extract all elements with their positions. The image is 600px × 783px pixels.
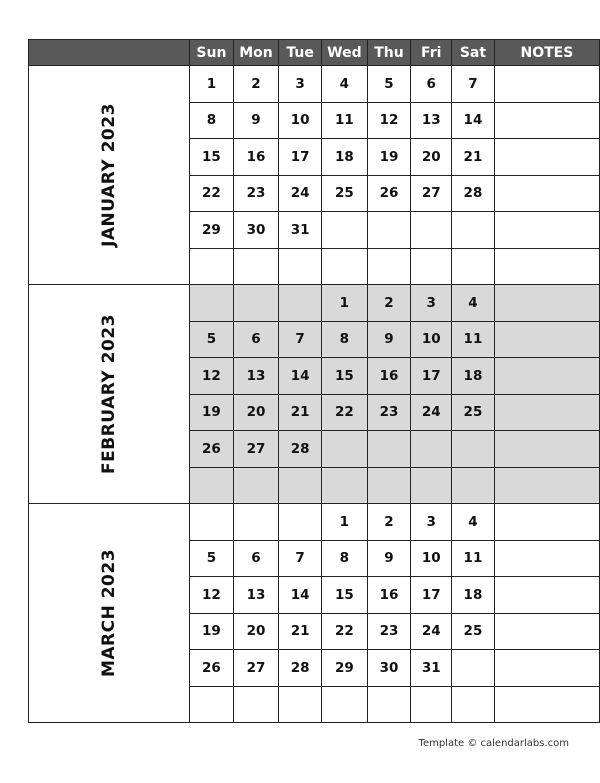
day-cell: 14 [279, 577, 322, 614]
day-cell: 3 [411, 285, 452, 322]
day-cell: 5 [367, 66, 411, 103]
day-cell: 23 [233, 175, 278, 212]
day-cell: 10 [279, 102, 322, 139]
day-cell [322, 212, 367, 249]
day-cell: 26 [367, 175, 411, 212]
day-cell [411, 467, 452, 504]
day-cell: 25 [452, 394, 495, 431]
day-cell: 17 [411, 358, 452, 395]
day-cell: 19 [189, 394, 233, 431]
week-row [29, 504, 600, 541]
day-cell [322, 467, 367, 504]
day-cell: 21 [279, 394, 322, 431]
day-cell: 24 [411, 613, 452, 650]
day-cell: 10 [411, 321, 452, 358]
day-cell: 15 [189, 139, 233, 176]
day-cell: 9 [367, 540, 411, 577]
day-cell [452, 431, 495, 468]
day-cell: 7 [279, 540, 322, 577]
day-cell: 6 [411, 66, 452, 103]
day-cell: 31 [279, 212, 322, 249]
notes-cell[interactable] [494, 248, 599, 285]
header-row [29, 40, 600, 66]
day-cell: 30 [233, 212, 278, 249]
notes-cell[interactable] [494, 66, 599, 103]
day-cell: 1 [322, 504, 367, 541]
notes-cell[interactable] [494, 321, 599, 358]
quarterly-calendar [28, 39, 600, 723]
day-cell: 1 [189, 66, 233, 103]
month-block [29, 66, 600, 285]
weekday-header: Sun [189, 40, 233, 66]
day-cell [322, 248, 367, 285]
day-cell: 7 [279, 321, 322, 358]
week-row [29, 66, 600, 103]
day-cell: 8 [189, 102, 233, 139]
day-cell [367, 431, 411, 468]
day-cell [279, 504, 322, 541]
day-cell: 14 [279, 358, 322, 395]
month-label-cell [29, 504, 190, 723]
day-cell: 25 [322, 175, 367, 212]
day-cell: 17 [411, 577, 452, 614]
day-cell [233, 504, 278, 541]
day-cell [367, 467, 411, 504]
day-cell: 9 [233, 102, 278, 139]
month-label-cell [29, 285, 190, 504]
day-cell: 5 [189, 540, 233, 577]
day-cell: 16 [367, 358, 411, 395]
notes-cell[interactable] [494, 686, 599, 723]
day-cell: 7 [452, 66, 495, 103]
day-cell [233, 467, 278, 504]
day-cell: 21 [279, 613, 322, 650]
day-cell: 13 [233, 577, 278, 614]
day-cell [279, 285, 322, 322]
day-cell: 3 [411, 504, 452, 541]
day-cell: 31 [411, 650, 452, 687]
month-block [29, 504, 600, 723]
day-cell [233, 285, 278, 322]
day-cell: 28 [279, 650, 322, 687]
day-cell: 15 [322, 577, 367, 614]
day-cell: 24 [279, 175, 322, 212]
day-cell: 13 [233, 358, 278, 395]
day-cell: 2 [367, 504, 411, 541]
header-corner [29, 40, 190, 66]
day-cell: 12 [189, 577, 233, 614]
day-cell: 22 [322, 394, 367, 431]
day-cell [367, 248, 411, 285]
notes-cell[interactable] [494, 358, 599, 395]
day-cell: 25 [452, 613, 495, 650]
weekday-header: Sat [452, 40, 495, 66]
notes-cell[interactable] [494, 467, 599, 504]
day-cell: 11 [452, 540, 495, 577]
day-cell: 27 [233, 650, 278, 687]
day-cell: 28 [452, 175, 495, 212]
day-cell: 1 [322, 285, 367, 322]
day-cell [452, 467, 495, 504]
notes-cell[interactable] [494, 577, 599, 614]
day-cell: 9 [367, 321, 411, 358]
day-cell: 12 [367, 102, 411, 139]
day-cell: 4 [452, 504, 495, 541]
day-cell: 14 [452, 102, 495, 139]
notes-cell[interactable] [494, 613, 599, 650]
day-cell: 4 [322, 66, 367, 103]
day-cell: 27 [411, 175, 452, 212]
day-cell [411, 212, 452, 249]
day-cell [322, 431, 367, 468]
day-cell: 20 [233, 613, 278, 650]
notes-cell[interactable] [494, 540, 599, 577]
day-cell [279, 686, 322, 723]
month-label: FEBRUARY 2023 [98, 314, 119, 474]
day-cell: 22 [322, 613, 367, 650]
day-cell: 24 [411, 394, 452, 431]
day-cell: 4 [452, 285, 495, 322]
day-cell [452, 212, 495, 249]
day-cell: 3 [279, 66, 322, 103]
day-cell: 18 [322, 139, 367, 176]
day-cell [233, 248, 278, 285]
day-cell: 19 [189, 613, 233, 650]
day-cell [279, 467, 322, 504]
day-cell [452, 650, 495, 687]
day-cell: 16 [367, 577, 411, 614]
notes-cell[interactable] [494, 175, 599, 212]
month-block [29, 285, 600, 504]
day-cell: 11 [452, 321, 495, 358]
notes-header: NOTES [494, 40, 599, 66]
day-cell [189, 504, 233, 541]
month-label-cell [29, 66, 190, 285]
day-cell: 18 [452, 358, 495, 395]
day-cell [189, 686, 233, 723]
day-cell [367, 212, 411, 249]
day-cell: 5 [189, 321, 233, 358]
weekday-header: Fri [411, 40, 452, 66]
day-cell: 22 [189, 175, 233, 212]
month-label: MARCH 2023 [98, 548, 119, 678]
day-cell [279, 248, 322, 285]
notes-cell[interactable] [494, 102, 599, 139]
notes-cell[interactable] [494, 650, 599, 687]
day-cell: 29 [189, 212, 233, 249]
day-cell: 21 [452, 139, 495, 176]
day-cell: 29 [322, 650, 367, 687]
notes-cell[interactable] [494, 285, 599, 322]
day-cell [452, 686, 495, 723]
day-cell: 20 [411, 139, 452, 176]
notes-cell[interactable] [494, 504, 599, 541]
day-cell: 13 [411, 102, 452, 139]
notes-cell[interactable] [494, 212, 599, 249]
day-cell [411, 686, 452, 723]
day-cell: 26 [189, 431, 233, 468]
day-cell: 11 [322, 102, 367, 139]
day-cell [322, 686, 367, 723]
day-cell: 2 [367, 285, 411, 322]
day-cell: 16 [233, 139, 278, 176]
day-cell: 8 [322, 321, 367, 358]
day-cell [189, 467, 233, 504]
month-label: JANUARY 2023 [98, 103, 119, 247]
day-cell [411, 431, 452, 468]
weekday-header: Tue [279, 40, 322, 66]
day-cell [367, 686, 411, 723]
day-cell [233, 686, 278, 723]
day-cell: 10 [411, 540, 452, 577]
notes-cell[interactable] [494, 394, 599, 431]
day-cell: 15 [322, 358, 367, 395]
day-cell: 23 [367, 613, 411, 650]
day-cell: 12 [189, 358, 233, 395]
notes-cell[interactable] [494, 139, 599, 176]
day-cell: 20 [233, 394, 278, 431]
day-cell [411, 248, 452, 285]
day-cell: 6 [233, 321, 278, 358]
week-row [29, 285, 600, 322]
day-cell: 27 [233, 431, 278, 468]
day-cell: 28 [279, 431, 322, 468]
weekday-header: Mon [233, 40, 278, 66]
day-cell [189, 285, 233, 322]
day-cell: 2 [233, 66, 278, 103]
weekday-header: Thu [367, 40, 411, 66]
footer-credit: Template © calendarlabs.com [418, 738, 569, 749]
day-cell: 23 [367, 394, 411, 431]
notes-cell[interactable] [494, 431, 599, 468]
day-cell: 6 [233, 540, 278, 577]
day-cell [452, 248, 495, 285]
day-cell: 8 [322, 540, 367, 577]
day-cell: 18 [452, 577, 495, 614]
day-cell: 30 [367, 650, 411, 687]
day-cell: 17 [279, 139, 322, 176]
day-cell: 19 [367, 139, 411, 176]
day-cell: 26 [189, 650, 233, 687]
weekday-header: Wed [322, 40, 367, 66]
day-cell [189, 248, 233, 285]
